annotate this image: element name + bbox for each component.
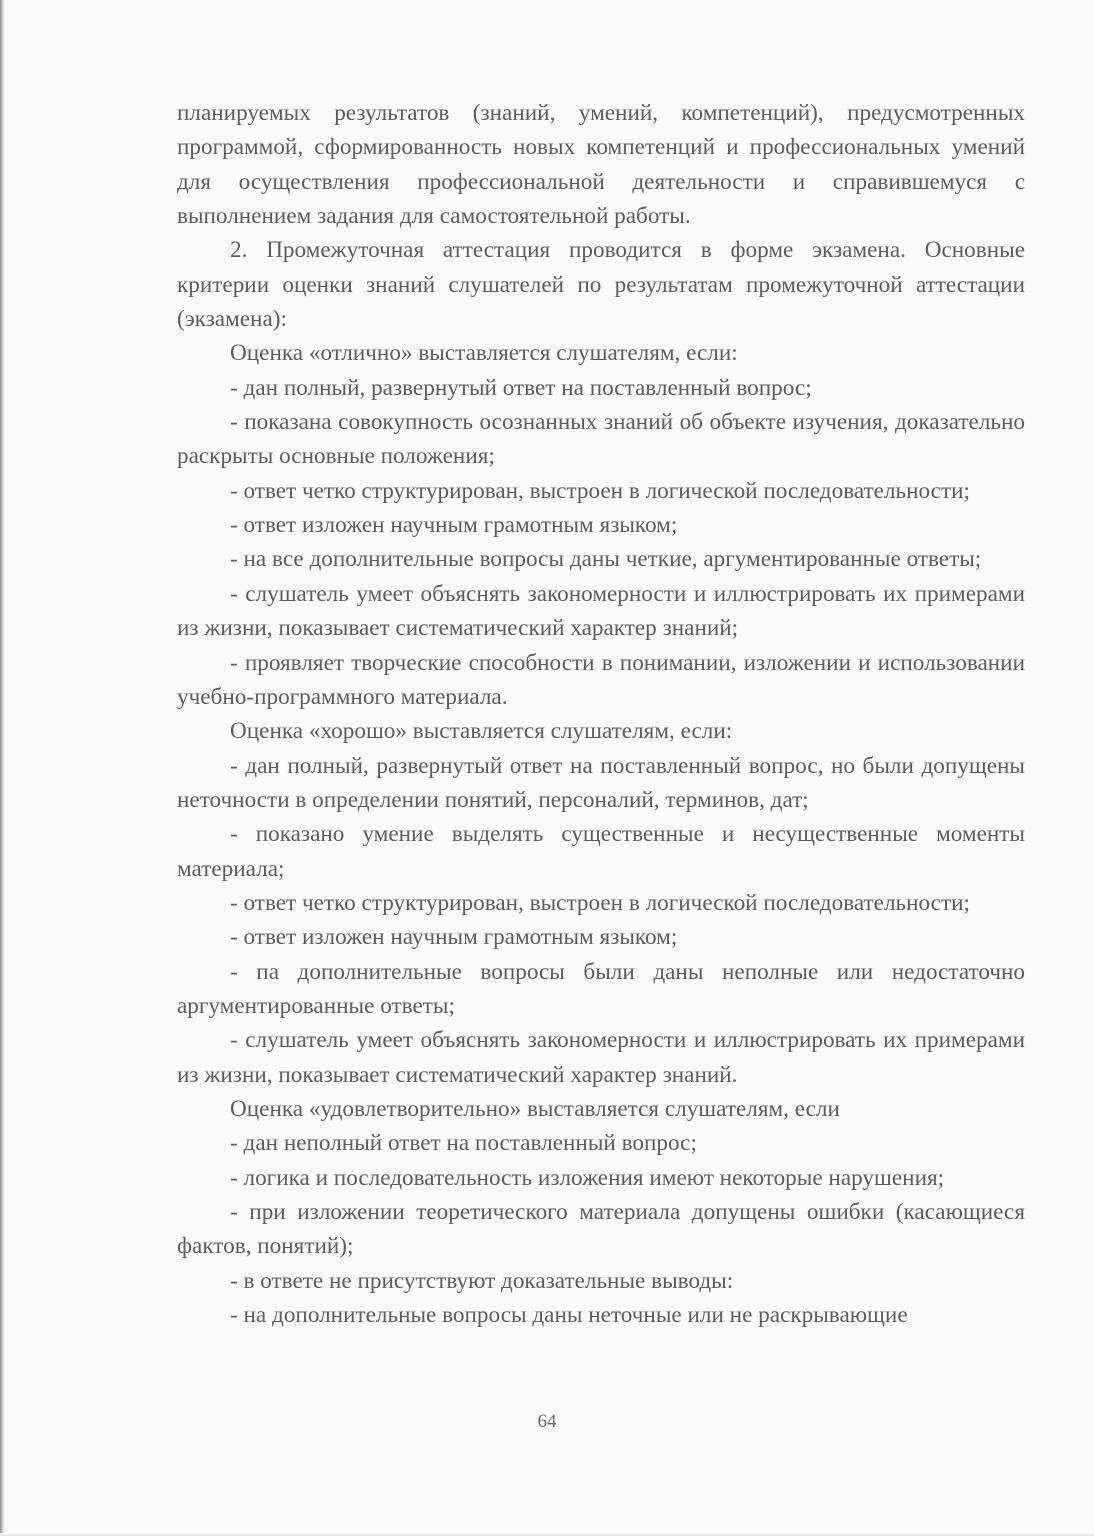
paragraph: - па дополнительные вопросы были даны неполные или недостаточно аргументированные ответы; (177, 958, 1025, 1019)
paragraph: - ответ четко структурирован, выстроен в логической последовательности; (230, 889, 970, 916)
paragraph: - слушатель умеет объяснять закономерности и иллюстрировать их примерами из жизни, показывает систематический характер знаний. (177, 1027, 1025, 1088)
paragraph: - слушатель умеет объяснять закономерности и иллюстрировать их примерами из жизни, показывает систематический характер знаний; (177, 580, 1025, 642)
document-body (177, 96, 1025, 1332)
paragraph: Оценка «хорошо» выставляется слушателям, если: (230, 718, 733, 745)
paragraph: планируемых результатов (знаний, умений, компетенций), предусмотренных программой, сформированность новых компетенций и профессиональных умений для осуществления профессиональной деятельности и справившемуся с выполнением задания для самостоятельной работы. (177, 100, 1025, 230)
paragraph: - ответ изложен научным грамотным языком; (230, 924, 678, 951)
page-edge-shadow (0, 0, 5, 1536)
paragraph: - на все дополнительные вопросы даны четкие, аргументированные ответы; (230, 546, 982, 573)
paragraph: - ответ четко структурирован, выстроен в логической последовательности; (230, 477, 970, 504)
paragraph: - дан полный, развернутый ответ на поставленный вопрос, но были допущены неточности в определении понятий, персоналий, терминов, дат; (177, 752, 1025, 813)
page-number: 64 (537, 1411, 557, 1432)
paragraph: - в ответе не присутствуют доказательные выводы: (230, 1267, 734, 1294)
paragraph: - при изложении теоретического материала допущены ошибки (касающиеся фактов, понятий); (177, 1199, 1025, 1260)
paragraph: - на дополнительные вопросы даны неточные или не раскрывающие (230, 1302, 908, 1329)
paragraph: - дан неполный ответ на поставленный вопрос; (230, 1130, 697, 1157)
paragraph: - ответ изложен научным грамотным языком; (230, 512, 678, 539)
paragraph: 2. Промежуточная аттестация проводится в форме экзамена. Основные критерии оценки знаний слушателей по результатам промежуточной аттестации (экзамена): (177, 237, 1025, 333)
paragraph: - показано умение выделять существенные и несущественные моменты материала; (177, 821, 1025, 882)
paragraph: Оценка «отлично» выставляется слушателям, если: (230, 340, 738, 367)
paragraph: - показана совокупность осознанных знаний об объекте изучения, доказательно раскрыты основные положения; (177, 409, 1025, 470)
paragraph: Оценка «удовлетворительно» выставляется слушателям, если (230, 1095, 840, 1122)
paragraph: - дан полный, развернутый ответ на поставленный вопрос; (230, 374, 812, 401)
paragraph: - проявляет творческие способности в понимании, изложении и использовании учебно-программного материала. (177, 649, 1025, 710)
paragraph: - логика и последовательность изложения имеют некоторые нарушения; (230, 1164, 945, 1191)
